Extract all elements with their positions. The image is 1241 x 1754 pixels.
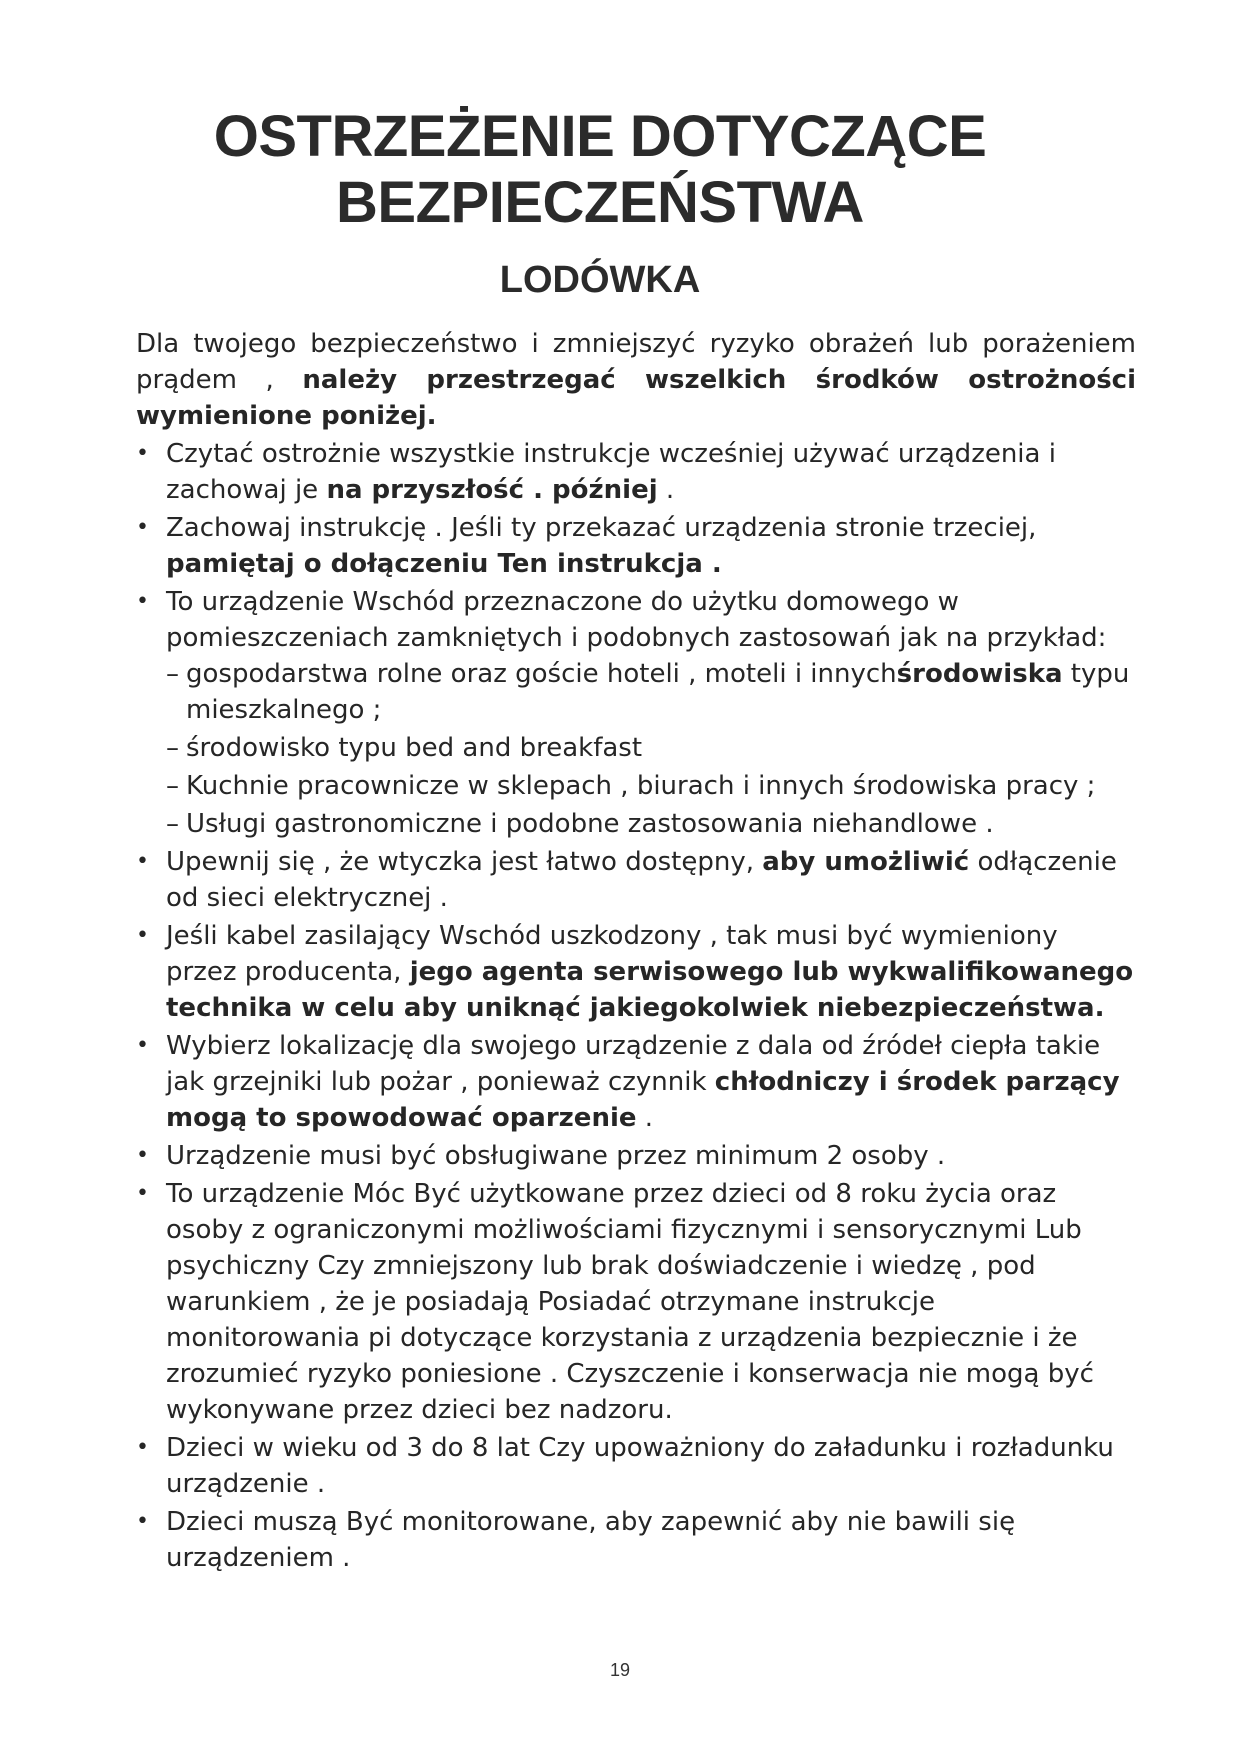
item-text: gospodarstwa rolne oraz goście hoteli , moteli i innych <box>186 659 897 689</box>
item-text: Zachowaj instrukcję . Jeśli ty przekazać urządzenia stronie trzeciej, <box>166 513 1037 543</box>
item-text: Wybierz lokalizację dla swojego urządzenie z dala od źródeł ciepła takie jak grzejniki lub pożar , ponieważ czynnik <box>166 1031 1101 1097</box>
sublist-item <box>166 768 1136 804</box>
intro-text: Dla twojego bezpieczeństwo i zmniejszyć ryzyko obrażeń lub porażeniem prądem , <box>136 329 1136 395</box>
item-bold: środowiska <box>896 659 1063 689</box>
item-text: Czytać ostrożnie wszystkie instrukcje wcześniej używać urządzenia i zachowaj je <box>166 439 1056 505</box>
intro-paragraph <box>136 326 1136 434</box>
item-text: Usługi gastronomiczne i podobne zastosowania niehandlowe . <box>186 809 994 839</box>
intro-bold: należy przestrzegać wszelkich środków ostrożności wymienione poniżej. <box>136 365 1137 431</box>
page-title <box>120 104 1080 236</box>
warnings-body <box>136 326 1136 1578</box>
item-text: Upewnij się , że wtyczka jest łatwo dostępny, <box>166 847 763 877</box>
list-item <box>136 844 1136 916</box>
item-bold: na przyszłość . później <box>326 475 658 505</box>
item-text: To urządzenie Móc Być użytkowane przez dzieci od 8 roku życia oraz osoby z ograniczonymi możliwościami fizycznymi i sensorycznymi Lub psychiczny Czy zmniejszony lub brak doświadczenie i wiedzę , pod warunkiem , że je posiadają Posiadać otrzymane instrukcje monitorowania pi dotyczące korzystania z urządzenia bezpiecznie i że zrozumieć ryzyko poniesione . Czyszczenie i konserwacja nie mogą być wykonywane przez dzieci bez nadzoru. <box>166 1179 1094 1425</box>
list-item <box>136 510 1136 582</box>
list-item <box>136 1028 1136 1136</box>
item-bold: aby umożliwić <box>762 847 970 877</box>
list-item <box>136 1138 1136 1174</box>
item-text: Urządzenie musi być obsługiwane przez minimum 2 osoby . <box>166 1141 946 1171</box>
list-item <box>136 1176 1136 1428</box>
title-line-2: BEZPIECZEŃSTWA <box>336 170 864 235</box>
item-text: odłączenie od sieci elektrycznej . <box>166 847 1117 913</box>
warning-list <box>136 436 1136 1576</box>
list-item <box>136 1504 1136 1576</box>
page-number: 19 <box>609 1660 631 1680</box>
item-text: Jeśli kabel zasilający Wschód uszkodzony , tak musi być wymieniony przez producenta, <box>166 921 1058 987</box>
title-line-1: OSTRZEŻENIE DOTYCZĄCE <box>213 104 987 169</box>
item-text: Kuchnie pracownicze w sklepach , biurach i innych środowiska pracy ; <box>186 771 1096 801</box>
list-item <box>136 436 1136 508</box>
usage-sublist <box>166 656 1136 842</box>
item-text: Dzieci w wieku od 3 do 8 lat Czy upoważniony do załadunku i rozładunku urządzenie . <box>166 1433 1114 1499</box>
item-text: typu mieszkalnego ; <box>186 659 1130 725</box>
list-item <box>136 584 1136 842</box>
item-bold: jego agenta serwisowego lub wykwalifikowanego technika w celu aby uniknąć jakiegokolwiek niebezpieczeństwa. <box>166 957 1134 1023</box>
section-subtitle: LODÓWKA <box>499 259 701 301</box>
list-item <box>136 1430 1136 1502</box>
item-text: To urządzenie Wschód przeznaczone do użytku domowego w pomieszczeniach zamkniętych i podobnych zastosowań jak na przykład: <box>166 587 1107 653</box>
list-item <box>136 918 1136 1026</box>
item-bold: chłodniczy i środek parzący mogą to spowodować oparzenie <box>166 1067 1120 1133</box>
item-text: . <box>657 475 675 505</box>
sublist-item <box>166 806 1136 842</box>
sublist-item <box>166 656 1136 728</box>
item-text: . <box>636 1103 654 1133</box>
item-bold: pamiętaj o dołączeniu Ten instrukcja . <box>166 549 722 579</box>
item-text: środowisko typu bed and breakfast <box>186 733 643 763</box>
item-text: Dzieci muszą Być monitorowane, aby zapewnić aby nie bawili się urządzeniem . <box>166 1507 1016 1573</box>
sublist-item <box>166 730 1136 766</box>
